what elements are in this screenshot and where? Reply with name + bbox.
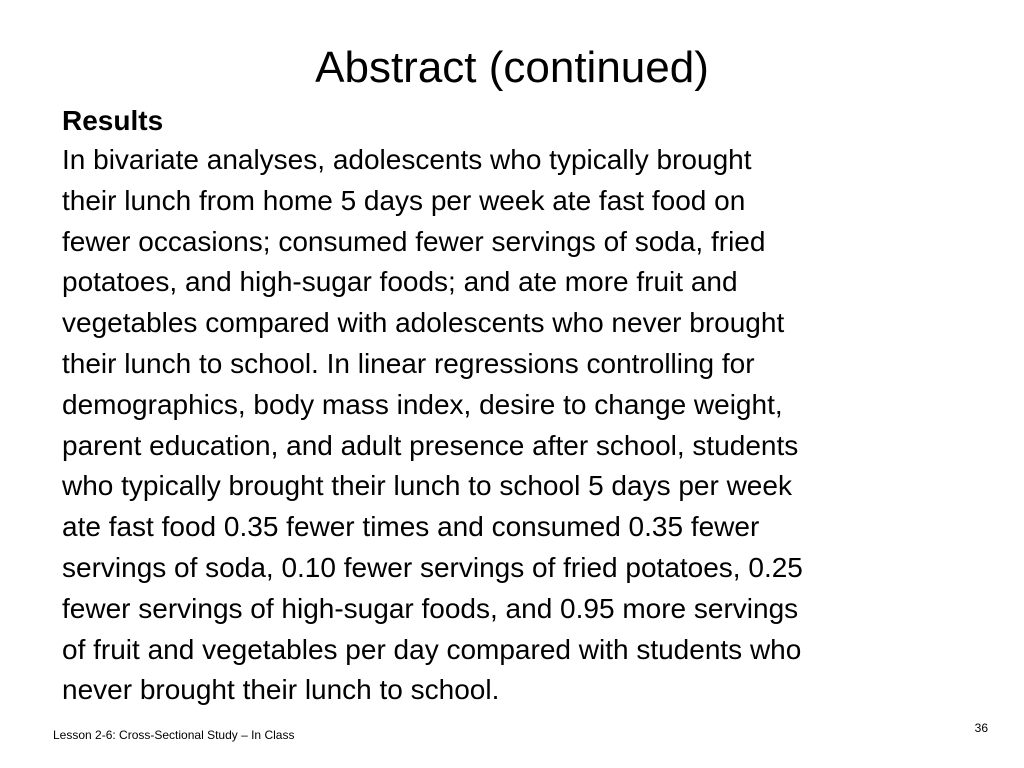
body-line: their lunch to school. In linear regressions controlling for — [62, 347, 755, 379]
footer-lesson-label: Lesson 2-6: Cross-Sectional Study – In Class — [53, 728, 295, 742]
body-line: potatoes, and high-sugar foods; and ate more fruit and — [62, 266, 738, 298]
results-heading: Results — [62, 105, 164, 136]
body-line: demographics, body mass index, desire to change weight, — [62, 388, 783, 420]
body-line: who typically brought their lunch to school 5 days per week — [62, 470, 792, 502]
results-body — [62, 140, 982, 711]
body-line: vegetables compared with adolescents who never brought — [62, 307, 785, 339]
slide-title: Abstract (continued) — [315, 43, 709, 92]
body-line: their lunch from home 5 days per week ate fast food on — [62, 184, 746, 216]
body-line: ate fast food 0.35 fewer times and consumed 0.35 fewer — [62, 511, 760, 543]
body-line: never brought their lunch to school. — [62, 674, 500, 706]
body-line: fewer servings of high-sugar foods, and 0.95 more servings — [62, 592, 799, 624]
slide-content — [62, 102, 982, 711]
body-line: fewer occasions; consumed fewer servings of soda, fried — [62, 225, 766, 257]
body-line: parent education, and adult presence after school, students — [62, 429, 799, 461]
body-line: of fruit and vegetables per day compared with students who — [62, 633, 802, 665]
body-line: In bivariate analyses, adolescents who typically brought — [62, 144, 752, 175]
body-line: servings of soda, 0.10 fewer servings of fried potatoes, 0.25 — [62, 551, 803, 583]
page-number: 36 — [974, 721, 988, 735]
